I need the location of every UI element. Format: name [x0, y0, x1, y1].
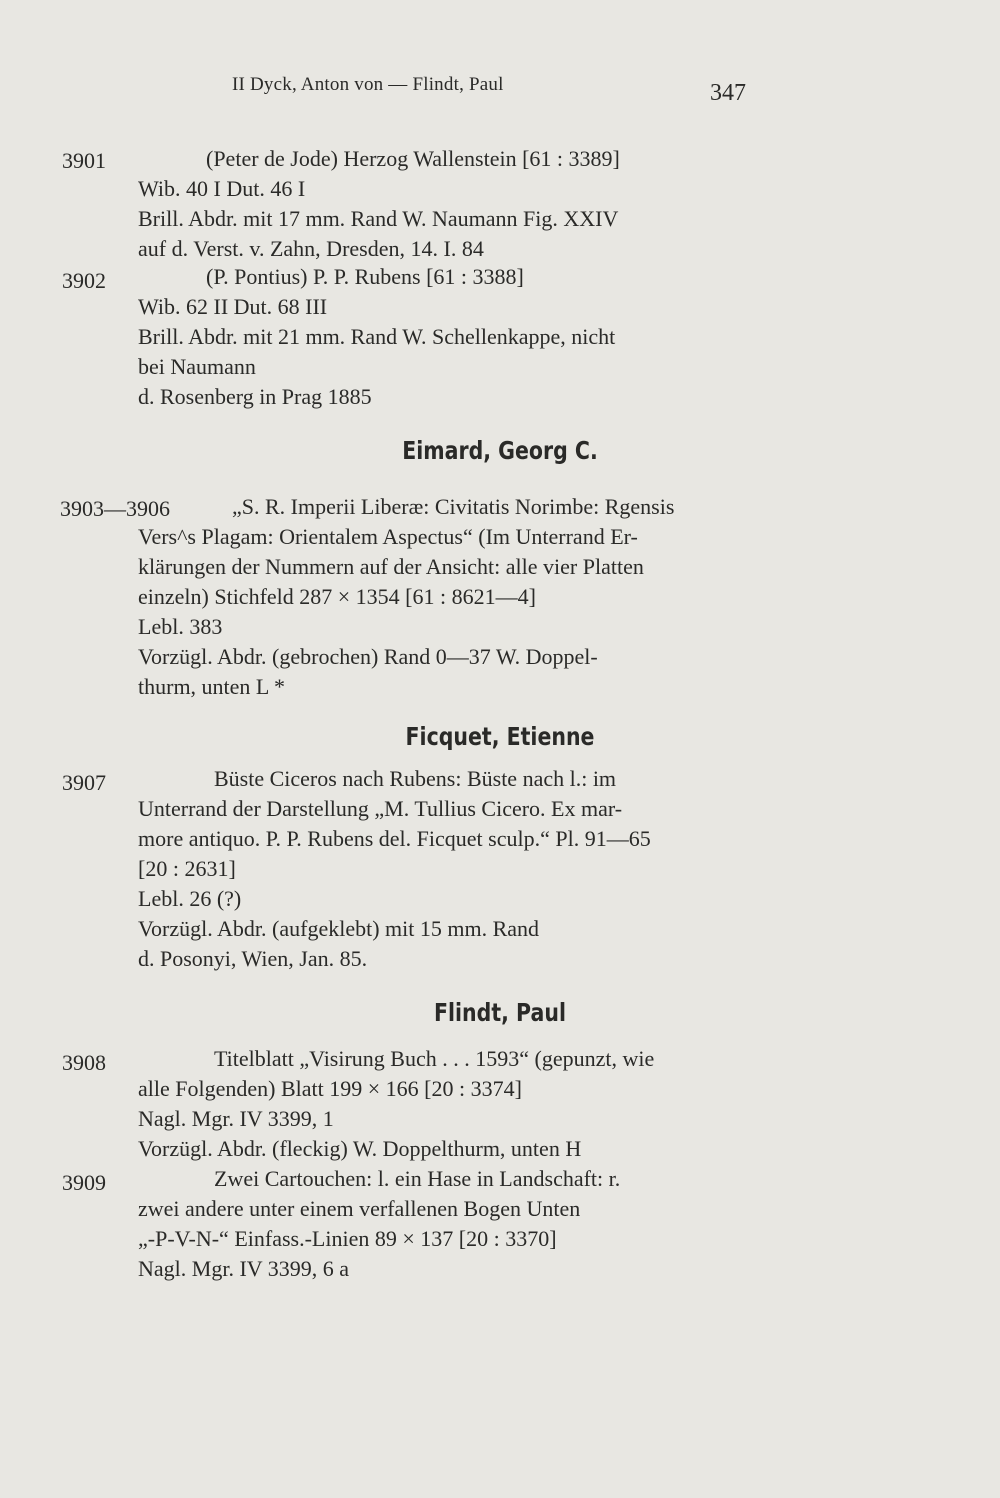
entry-number: 3902 [62, 268, 106, 293]
entry-line: Lebl. 26 (?) [138, 886, 242, 911]
section-heading: Flindt, Paul [434, 998, 566, 1027]
entry-line: Wib. 40 I Dut. 46 I [138, 176, 306, 201]
entry-line: Vers^s Plagam: Orientalem Aspectus“ (Im Unterrand Er- [138, 524, 638, 549]
entry-line: Nagl. Mgr. IV 3399, 6 a [138, 1256, 350, 1281]
section-heading: Eimard, Georg C. [402, 436, 598, 465]
entry-line: bei Naumann [138, 354, 256, 379]
entry-number: 3903—3906 [60, 496, 170, 521]
entry-line: [20 : 2631] [138, 856, 236, 881]
entry-line: d. Rosenberg in Prag 1885 [138, 384, 372, 409]
entry-line: thurm, unten L * [138, 674, 286, 699]
entry-line: alle Folgenden) Blatt 199 × 166 [20 : 3374] [138, 1076, 522, 1101]
entry-line: einzeln) Stichfeld 287 × 1354 [61 : 8621—4] [138, 584, 536, 609]
entry-line: zwei andere unter einem verfallenen Bogen Unten [138, 1196, 581, 1221]
entry-number: 3907 [62, 770, 106, 795]
entry-line: Titelblatt „Visirung Buch . . . 1593“ (gepunzt, wie [214, 1046, 655, 1071]
entry-line: Brill. Abdr. mit 17 mm. Rand W. Naumann Fig. XXIV [138, 206, 619, 231]
entry-line: Vorzügl. Abdr. (fleckig) W. Doppelthurm, unten H [138, 1136, 582, 1161]
entry-line: „-P-V-N-“ Einfass.-Linien 89 × 137 [20 : 3370] [138, 1226, 557, 1251]
entry-line: klärungen der Nummern auf der Ansicht: alle vier Platten [138, 554, 644, 579]
entry-line: Unterrand der Darstellung „M. Tullius Cicero. Ex mar- [138, 796, 623, 821]
entry-line: d. Posonyi, Wien, Jan. 85. [138, 946, 368, 971]
entry-number: 3908 [62, 1050, 106, 1075]
entry-number: 3909 [62, 1170, 106, 1195]
entry-line: more antiquo. P. P. Rubens del. Ficquet sculp.“ Pl. 91—65 [138, 826, 651, 851]
entry-line: Vorzügl. Abdr. (aufgeklebt) mit 15 mm. Rand [138, 916, 540, 941]
entry-number: 3901 [62, 148, 106, 173]
entry-line: Wib. 62 II Dut. 68 III [138, 294, 328, 319]
entry-line: „S. R. Imperii Liberæ: Civitatis Norimbe: Rgensis [232, 494, 675, 519]
entry-line: Lebl. 383 [138, 614, 223, 639]
entry-line: Nagl. Mgr. IV 3399, 1 [138, 1106, 334, 1131]
page-number: 347 [710, 80, 746, 106]
entry-line: Vorzügl. Abdr. (gebrochen) Rand 0—37 W. Doppel- [138, 644, 598, 669]
entry-line: Büste Ciceros nach Rubens: Büste nach l.: im [214, 766, 617, 791]
entry-line: (P. Pontius) P. P. Rubens [61 : 3388] [206, 264, 524, 289]
section-heading: Ficquet, Etienne [405, 722, 595, 751]
entry-line: Brill. Abdr. mit 21 mm. Rand W. Schellenkappe, nicht [138, 324, 616, 349]
entry-line: Zwei Cartouchen: l. ein Hase in Landschaft: r. [214, 1166, 621, 1191]
entry-line: auf d. Verst. v. Zahn, Dresden, 14. I. 84 [138, 236, 484, 261]
running-head: II Dyck, Anton von — Flindt, Paul [232, 74, 504, 95]
entry-line: (Peter de Jode) Herzog Wallenstein [61 : 3389] [206, 146, 620, 171]
